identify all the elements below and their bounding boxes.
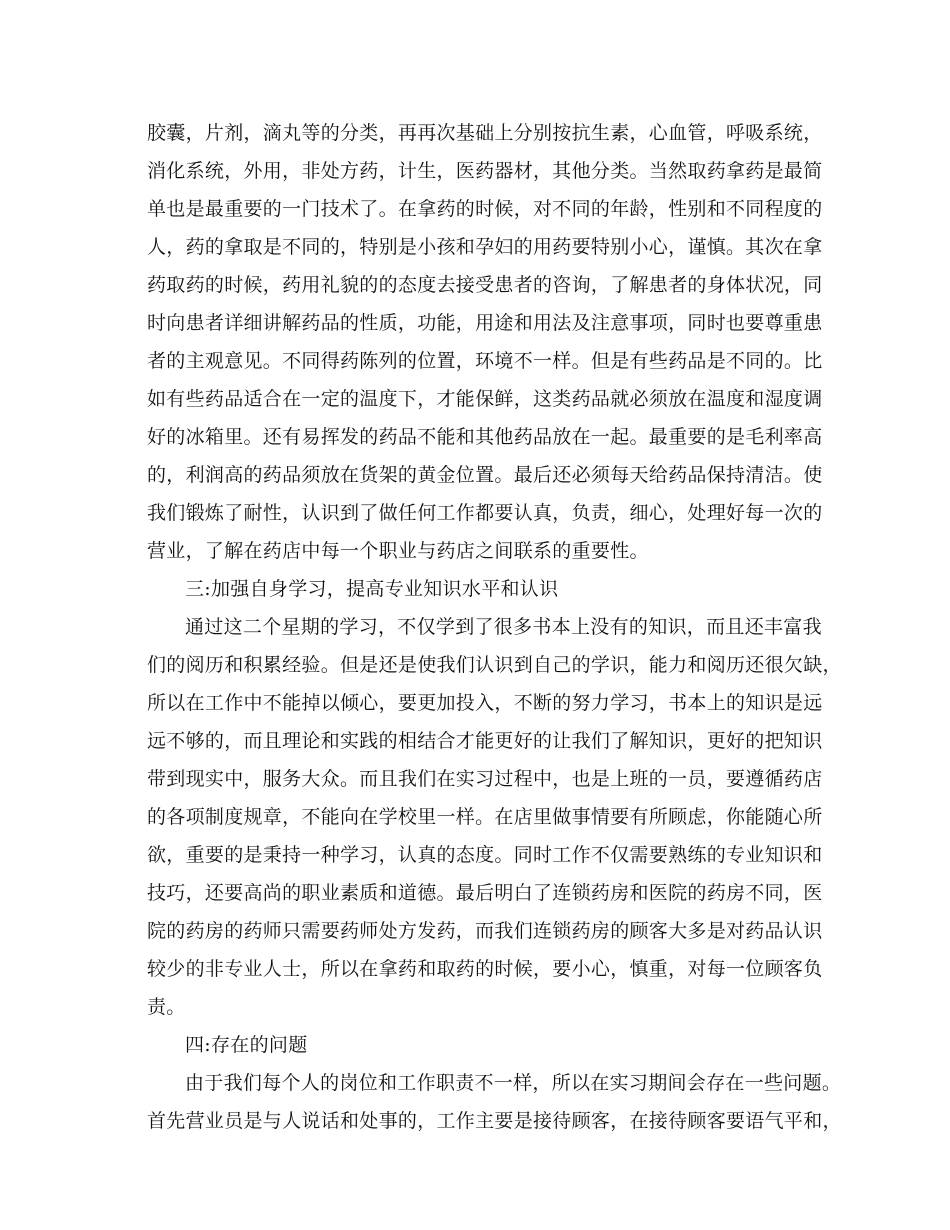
paragraph-line: 时向患者详细讲解药品的性质，功能，用途和用法及注意事项，同时也要尊重患 — [147, 312, 823, 334]
section-heading: 四:存在的问题 — [185, 1034, 308, 1056]
paragraph-line: 较少的非专业人士，所以在拿药和取药的时候，要小心，慎重，对每一位顾客负 — [147, 958, 823, 980]
paragraph-line: 通过这二个星期的学习，不仅学到了很多书本上没有的知识，而且还丰富我 — [185, 616, 822, 638]
section-heading: 三:加强自身学习，提高专业知识水平和认识 — [185, 578, 559, 600]
paragraph-line: 欲，重要的是秉持一种学习，认真的态度。同时工作不仅需要熟练的专业知识和 — [147, 844, 823, 866]
paragraph-line: 单也是最重要的一门技术了。在拿药的时候，对不同的年龄，性别和不同程度的 — [147, 198, 823, 220]
paragraph-line: 营业，了解在药店中每一个职业与药店之间联系的重要性。 — [147, 540, 649, 562]
paragraph-line: 远不够的，而且理论和实践的相结合才能更好的让我们了解知识，更好的把知识 — [147, 730, 823, 752]
paragraph-line: 者的主观意见。不同得药陈列的位置，环境不一样。但是有些药品是不同的。比 — [147, 350, 823, 372]
paragraph-line: 药取药的时候，药用礼貌的的态度去接受患者的咨询，了解患者的身体状况，同 — [147, 274, 823, 296]
paragraph-line: 如有些药品适合在一定的温度下，才能保鲜，这类药品就必须放在温度和湿度调 — [147, 388, 823, 410]
paragraph-line: 责。 — [147, 996, 186, 1018]
paragraph-line: 带到现实中，服务大众。而且我们在实习过程中，也是上班的一员，要遵循药店 — [147, 768, 823, 790]
paragraph-line: 消化系统，外用，非处方药，计生，医药器材，其他分类。当然取药拿药是最简 — [147, 160, 823, 182]
paragraph-line: 胶囊，片剂，滴丸等的分类，再再次基础上分别按抗生素，心血管，呼吸系统， — [147, 122, 823, 144]
paragraph-line: 首先营业员是与人说话和处事的，工作主要是接待顾客，在接待顾客要语气平和， — [147, 1110, 842, 1132]
paragraph-line: 好的冰箱里。还有易挥发的药品不能和其他药品放在一起。最重要的是毛利率高 — [147, 426, 823, 448]
paragraph-line: 的各项制度规章，不能向在学校里一样。在店里做事情要有所顾虑，你能随心所 — [147, 806, 823, 828]
paragraph-line: 人，药的拿取是不同的，特别是小孩和孕妇的用药要特别小心，谨慎。其次在拿 — [147, 236, 823, 258]
paragraph-line: 我们锻炼了耐性，认识到了做任何工作都要认真，负责，细心，处理好每一次的 — [147, 502, 823, 524]
paragraph-line: 院的药房的药师只需要药师处方发药，而我们连锁药房的顾客大多是对药品认识 — [147, 920, 823, 942]
paragraph-line: 的，利润高的药品须放在货架的黄金位置。最后还必须每天给药品保持清洁。使 — [147, 464, 823, 486]
paragraph-line: 技巧，还要高尚的职业素质和道德。最后明白了连锁药房和医院的药房不同，医 — [147, 882, 823, 904]
paragraph-line: 们的阅历和积累经验。但是还是使我们认识到自己的学识，能力和阅历还很欠缺， — [147, 654, 842, 676]
paragraph-line: 由于我们每个人的岗位和工作职责不一样，所以在实习期间会存在一些问题。 — [185, 1072, 842, 1094]
paragraph-line: 所以在工作中不能掉以倾心，要更加投入，不断的努力学习，书本上的知识是远 — [147, 692, 823, 714]
